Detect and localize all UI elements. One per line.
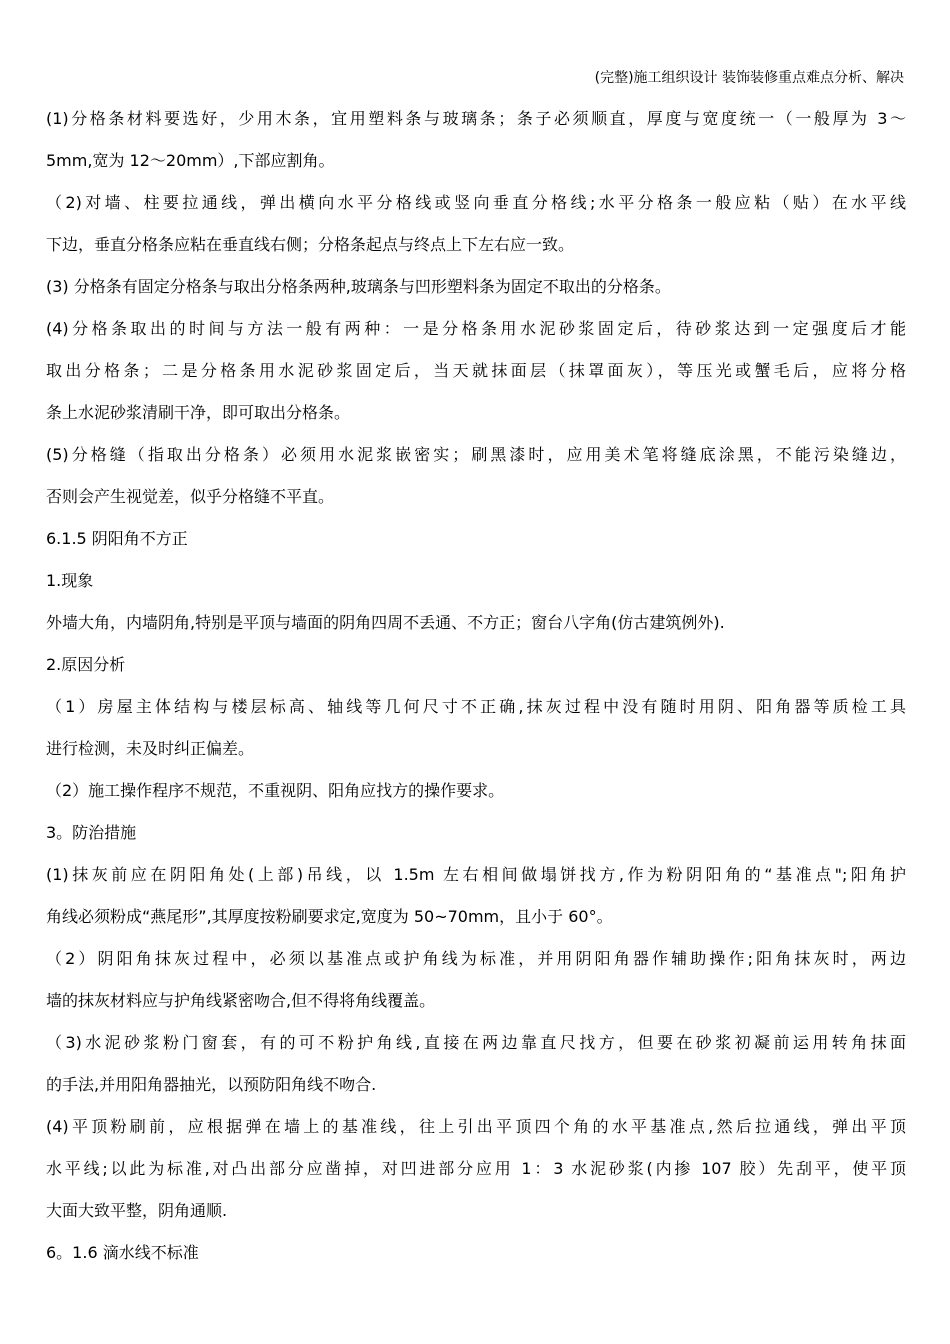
text-line: (1)分格条材料要选好，少用木条，宜用塑料条与玻璃条；条子必须顺直，厚度与宽度统一（一般厚为 3～: [46, 109, 906, 128]
text-line: 墙的抹灰材料应与护角线紧密吻合,但不得将角线覆盖。: [46, 991, 436, 1010]
text-line: (5)分格缝（指取出分格条）必须用水泥浆嵌密实；刷黑漆时，应用美术笔将缝底涂黑，不能污染缝边，: [46, 445, 906, 464]
text-line: 条上水泥砂浆清刷干净，即可取出分格条。: [46, 403, 351, 422]
text-line: (4)平顶粉刷前，应根据弹在墙上的基准线，往上引出平顶四个角的水平基准点,然后拉通线，弹出平顶: [46, 1117, 906, 1136]
text-line: 大面大致平整，阴角通顺.: [46, 1201, 228, 1220]
text-line: （2）阴阳角抹灰过程中，必须以基准点或护角线为标准，并用阴阳角器作辅助操作;阳角抹灰时，两边: [46, 949, 906, 968]
text-line: 2.原因分析: [46, 655, 126, 674]
text-line: （1）房屋主体结构与楼层标高、轴线等几何尺寸不正确,抹灰过程中没有随时用阴、阳角器等质检工具: [46, 697, 906, 716]
document-body: [46, 98, 906, 1274]
text-line: （2）施工操作程序不规范，不重视阴、阳角应找方的操作要求。: [46, 781, 505, 800]
text-line: 6.1.5 阴阳角不方正: [46, 529, 188, 548]
text-line: 进行检测，未及时纠正偏差。: [46, 739, 255, 758]
text-line: 取出分格条；二是分格条用水泥砂浆固定后，当天就抹面层（抹罩面灰），等压光或蟹毛后，应将分格: [46, 361, 906, 380]
text-line: 3。防治措施: [46, 823, 137, 842]
text-line: (1)抹灰前应在阴阳角处(上部)吊线，以 1.5m 左右相间做塌饼找方,作为粉阴阳角的“基准点";阳角护: [46, 865, 906, 884]
page-header-title: (完整)施工组织设计 装饰装修重点难点分析、解决: [594, 70, 904, 86]
text-line: 否则会产生视觉差，似乎分格缝不平直。: [46, 487, 335, 506]
text-line: （3)水泥砂浆粉门窗套，有的可不粉护角线,直接在两边靠直尺找方，但要在砂浆初凝前运用转角抹面: [46, 1033, 906, 1052]
text-line: (4)分格条取出的时间与方法一般有两种：一是分格条用水泥砂浆固定后，待砂浆达到一定强度后才能: [46, 319, 906, 338]
text-line: 5mm,宽为 12～20mm）,下部应割角。: [46, 151, 335, 170]
text-line: 1.现象: [46, 571, 94, 590]
text-line: 6。1.6 滴水线不标准: [46, 1243, 199, 1262]
text-line: 的手法,并用阳角器抽光，以预防阳角线不吻合.: [46, 1075, 377, 1094]
text-line: （2)对墙、柱要拉通线，弹出横向水平分格线或竖向垂直分格线;水平分格条一般应粘（贴）在水平线: [46, 193, 906, 212]
text-line: 外墙大角，内墙阴角,特别是平顶与墙面的阴角四周不丢通、不方正；窗台八字角(仿古建筑例外).: [46, 613, 725, 632]
text-line: 下边，垂直分格条应粘在垂直线右侧；分格条起点与终点上下左右应一致。: [46, 235, 575, 254]
text-line: (3) 分格条有固定分格条与取出分格条两种,玻璃条与凹形塑料条为固定不取出的分格条。: [46, 277, 671, 296]
text-line: 角线必须粉成“燕尾形”,其厚度按粉刷要求定,宽度为 50~70mm，且小于 60°。: [46, 907, 613, 926]
text-line: 水平线;以此为标准,对凸出部分应凿掉，对凹进部分应用 1：3 水泥砂浆(内掺 107 胶）先刮平，使平顶: [46, 1159, 906, 1178]
